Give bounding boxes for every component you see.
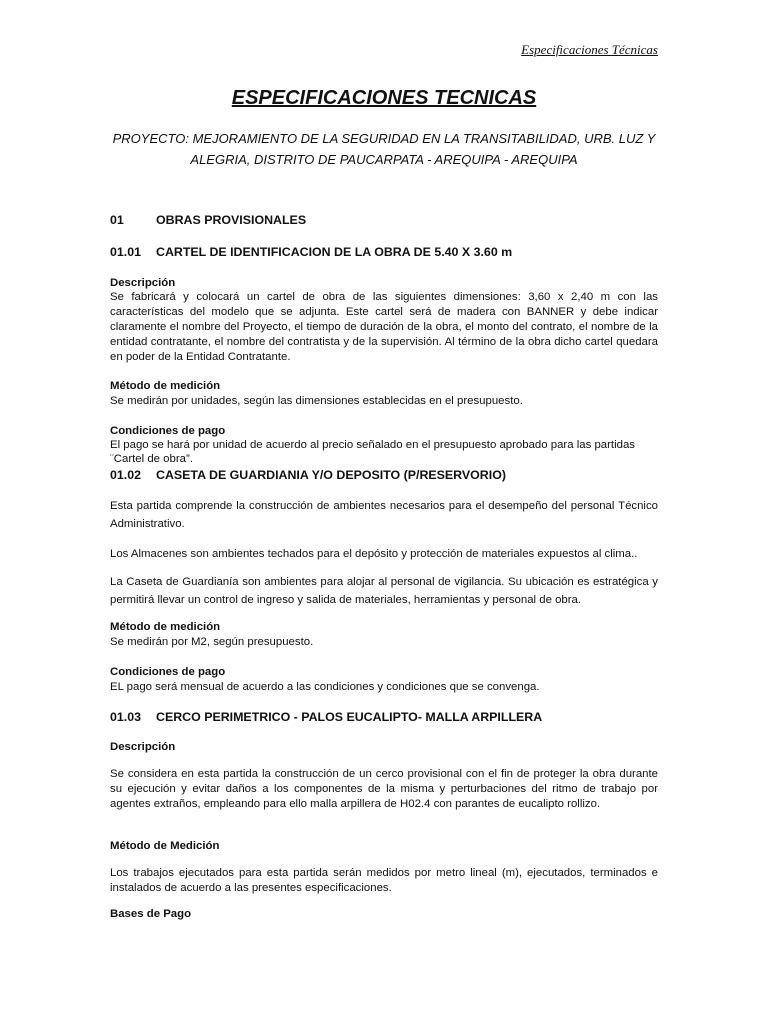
project-name — [110, 128, 658, 170]
document-title: ESPECIFICACIONES TECNICAS — [231, 87, 537, 109]
project-line-2: ALEGRIA, DISTRITO DE PAUCARPATA - AREQUIPA - AREQUIPA — [190, 152, 578, 167]
paragraph-metodo-medicion: Los trabajos ejecutados para esta partida serán medidos por metro lineal (m), ejecutados, terminados e instalados de acuerdo a las presentes especificaciones. — [110, 867, 658, 894]
section-title: CERCO PERIMETRICO - PALOS EUCALIPTO- MALLA ARPILLERA — [156, 710, 543, 724]
subheading-condiciones-pago: Condiciones de pago — [110, 425, 226, 437]
paragraph-partida: Esta partida comprende la construcción de ambientes necesarios para el desempeño del personal Técnico Administrativo. — [110, 500, 658, 530]
section-0101-heading — [110, 245, 658, 260]
paragraph-condiciones-pago: EL pago será mensual de acuerdo a las condiciones y condiciones que se convenga. — [110, 681, 540, 693]
subheading-descripcion: Descripción — [110, 741, 176, 753]
running-header: Especificaciones Técnicas — [521, 42, 658, 57]
section-number: 01.03 — [110, 710, 142, 724]
subheading-metodo-medicion: Método de medición — [110, 621, 221, 633]
subheading-condiciones-pago: Condiciones de pago — [110, 666, 226, 678]
subheading-bases-pago: Bases de Pago — [110, 908, 192, 920]
paragraph-caseta: La Caseta de Guardianía son ambientes para alojar al personal de vigilancia. Su ubicación es estratégica y permitirá llevar un control de ingreso y salida de materiales, herramientas y personal de obra. — [110, 576, 658, 606]
section-number: 01 — [110, 213, 124, 227]
section-number: 01.01 — [110, 245, 142, 259]
subheading-descripcion: Descripción — [110, 277, 176, 289]
section-title: CARTEL DE IDENTIFICACION DE LA OBRA DE 5.40 X 3.60 m — [156, 245, 513, 259]
paragraph-metodo-medicion: Se medirán por M2, según presupuesto. — [110, 636, 314, 648]
section-0103-heading — [110, 710, 658, 725]
paragraph-descripcion: Se considera en esta partida la construcción de un cerco provisional con el fin de proteger la obra durante su ejecución y evitar daños a los componentes de la misma y perturbaciones del ritmo de trabajo por agentes extraños, empleando para ello malla arpillera de H02.4 con parantes de eucalipto rollizo. — [110, 768, 658, 810]
project-line-1: PROYECTO: MEJORAMIENTO DE LA SEGURIDAD EN LA TRANSITABILIDAD, URB. LUZ Y — [112, 131, 656, 146]
paragraph-condiciones-pago-2: ¨Cartel de obra”. — [110, 453, 193, 465]
paragraph-descripcion: Se fabricará y colocará un cartel de obra de las siguientes dimensiones: 3,60 x 2,40 m con las características del modelo que se adjunta. Este cartel será de madera con BANNER y debe indicar claramente el nombre del Proyecto, el tiempo de duración de la obra, el monto del contrato, el nombre de la entidad contratante, el nombre del contratista y de la supervisión. Al término de la obra dicho cartel quedara en poder de la Entidad Contratante. — [110, 291, 658, 363]
subheading-metodo-medicion: Método de Medición — [110, 840, 220, 852]
section-number: 01.02 — [110, 468, 142, 482]
section-01-heading — [110, 213, 658, 228]
paragraph-condiciones-pago-1: El pago se hará por unidad de acuerdo al precio señalado en el presupuesto aprobado para las partidas — [110, 439, 635, 451]
paragraph-metodo-medicion: Se medirán por unidades, según las dimensiones establecidas en el presupuesto. — [110, 395, 523, 407]
section-title: CASETA DE GUARDIANIA Y/O DEPOSITO (P/RESERVORIO) — [156, 468, 506, 482]
subheading-metodo-medicion: Método de medición — [110, 380, 221, 392]
section-0102-heading — [110, 468, 658, 483]
section-title: OBRAS PROVISIONALES — [156, 213, 307, 227]
paragraph-almacenes: Los Almacenes son ambientes techados para el depósito y protección de materiales expuestos al clima.. — [110, 548, 638, 560]
